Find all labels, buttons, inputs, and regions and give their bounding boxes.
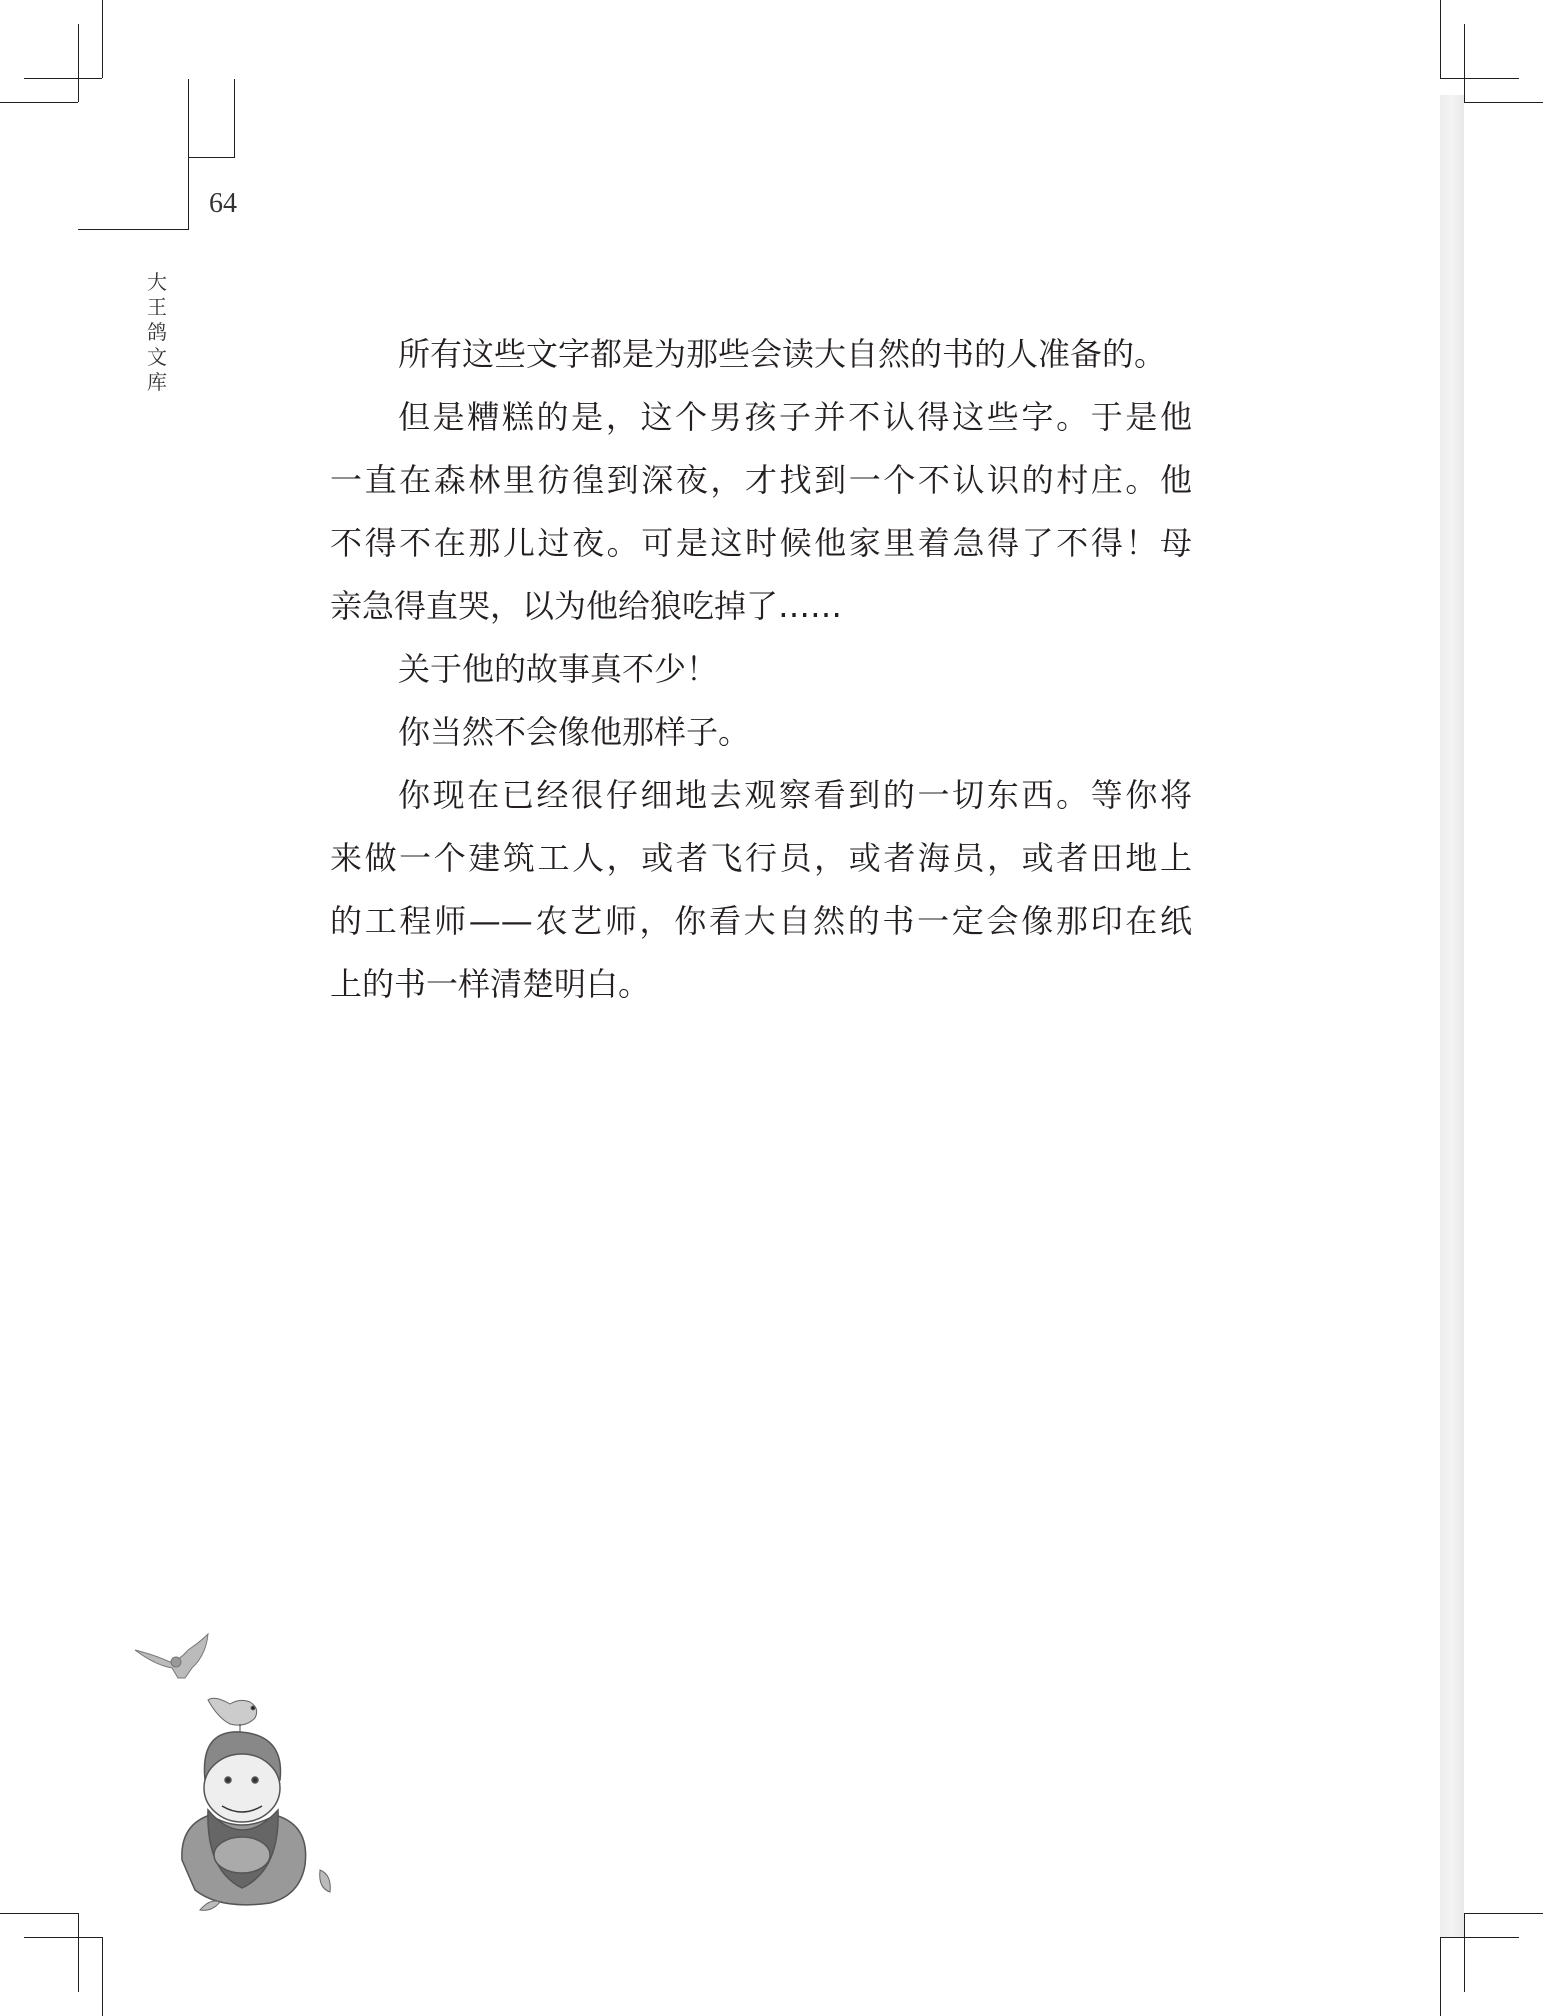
body-text	[330, 334, 1192, 1027]
text-line: 你当然不会像他那样子。	[398, 713, 751, 751]
text-line: 关于他的故事真不少！	[398, 650, 719, 688]
text-line: 所有这些文字都是为那些会读大自然的书的人准备的。	[398, 335, 1167, 373]
flying-bird-icon	[135, 1634, 208, 1678]
text-line: 亲急得直哭，以为他给狼吃掉了……	[330, 587, 843, 625]
text-line: 的工程师——农艺师，你看大自然的书一定会像那印在纸	[330, 902, 1192, 940]
page-number: 64	[209, 188, 237, 219]
page-edge-texture	[1440, 95, 1464, 1937]
text-line: 一直在森林里彷徨到深夜，才找到一个不认识的村庄。他	[330, 461, 1192, 499]
man-sketch	[182, 1732, 306, 1905]
text-line: 你现在已经很仔细地去观察看到的一切东西。等你将	[398, 776, 1192, 814]
series-char: 大	[147, 270, 167, 294]
series-char: 王	[147, 295, 167, 319]
text-line: 来做一个建筑工人，或者飞行员，或者海员，或者田地上	[330, 839, 1192, 877]
text-line: 不得不在那儿过夜。可是这时候他家里着急得了不得！母	[330, 524, 1192, 562]
text-line: 但是糟糕的是，这个男孩子并不认得这些字。于是他	[398, 398, 1192, 436]
text-line: 上的书一样清楚明白。	[330, 965, 651, 1003]
bearded-man-illustration	[120, 1620, 350, 1915]
series-title	[145, 270, 169, 395]
series-char: 库	[147, 370, 167, 394]
series-char: 鸽	[147, 320, 167, 344]
series-char: 文	[147, 345, 167, 369]
